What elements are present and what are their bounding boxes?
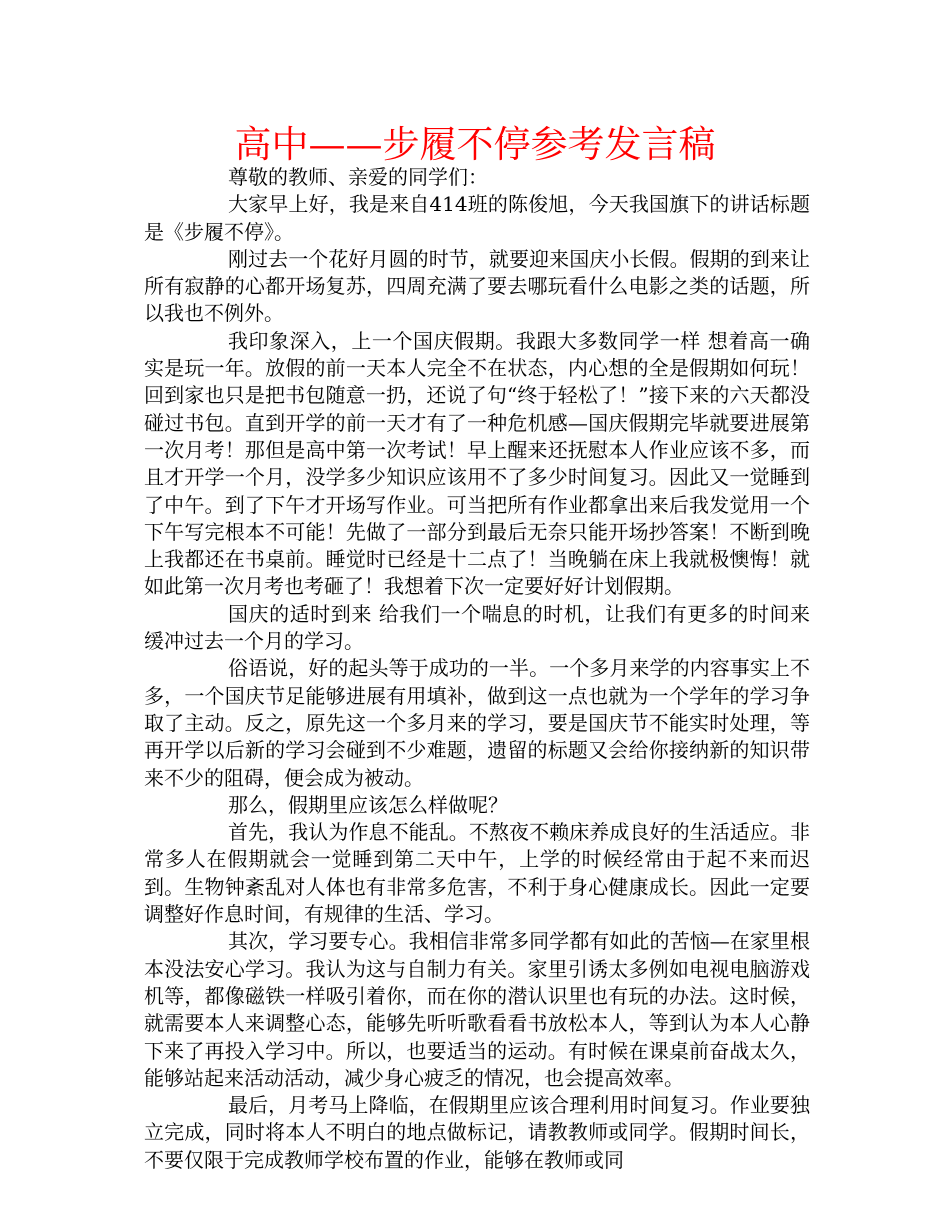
body-paragraph: 俗语说，好的起头等于成功的一半。一个多月来学的内容事实上不多，一个国庆节足能够进展有用填补，做到这一点也就为一个学年的学习争取了主动。反之，原先这一个多月来的学习，要是国庆节不能实时处理，等再开学以后新的学习会碰到不少难题，遗留的标题又会给你接纳新的知识带来不少的阻碍，便会成为被动。 bbox=[144, 656, 810, 790]
document-title: 高中——步履不停参考发言稿 bbox=[234, 123, 716, 166]
body-paragraph: 刚过去一个花好月圆的时节，就要迎来国庆小长假。假期的到来让所有寂静的心都开场复苏，四周充满了要去哪玩看什么电影之类的话题，所以我也不例外。 bbox=[144, 246, 810, 326]
body-paragraph: 首先，我认为作息不能乱。不熬夜不赖床养成良好的生活适应。非常多人在假期就会一觉睡到第二天中午，上学的时候经常由于起不来而迟到。生物钟紊乱对人体也有非常多危害，不利于身心健康成长。因此一定要调整好作息时间，有规律的生活、学习。 bbox=[144, 820, 810, 927]
body-paragraph: 国庆的适时到来 给我们一个喘息的时机，让我们有更多的时间来缓冲过去一个月的学习。 bbox=[144, 601, 810, 654]
body-paragraph: 大家早上好，我是来自414班的陈俊旭，今天我国旗下的讲话标题是《步履不停》。 bbox=[144, 192, 810, 244]
document-body bbox=[144, 164, 810, 1174]
body-paragraph: 其次，学习要专心。我相信非常多同学都有如此的苦恼—在家里根本没法安心学习。我认为这与自制力有关。家里引诱太多例如电视电脑游戏机等，都像磁铁一样吸引着你，而在你的潜认识里也有玩的办法。这时候，就需要本人来调整心态，能够先听听歌看看书放松本人，等到认为本人心静下来了再投入学习中。所以，也要适当的运动。有时候在课桌前奋战太久，能够站起来活动活动，减少身心疲乏的情况，也会提高效率。 bbox=[144, 929, 810, 1090]
salutation-paragraph: 尊敬的教师、亲爱的同学们： bbox=[228, 165, 488, 189]
body-paragraph: 我印象深入，上一个国庆假期。我跟大多数同学一样 想着高一确实是玩一年。放假的前一天本人完全不在状态，内心想的全是假期如何玩！回到家也只是把书包随意一扔，还说了句“终于轻松了！”接下来的六天都没碰过书包。直到开学的前一天才有了一种危机感—国庆假期完毕就要进展第一次月考！那但是高中第一次考试！早上醒来还抚慰本人作业应该不多，而且才开学一个月，没学多少知识应该用不了多少时间复习。因此又一觉睡到了中午。到了下午才开场写作业。可当把所有作业都拿出来后我发觉用一个下午写完根本不可能！先做了一部分到最后无奈只能开场抄答案！不断到晚上我都还在书桌前。睡觉时已经是十二点了！当晚躺在床上我就极懊悔！就如此第一次月考也考砸了！我想着下次一定要好好计划假期。 bbox=[144, 328, 810, 599]
body-paragraph: 那么，假期里应该怎么样做呢？ bbox=[228, 792, 508, 817]
body-paragraph: 最后，月考马上降临，在假期里应该合理利用时间复习。作业要独立完成，同时将本人不明白的地点做标记，请教教师或同学。假期时间长，不要仅限于完成教师学校布置的作业，能够在教师或同 bbox=[144, 1093, 810, 1172]
